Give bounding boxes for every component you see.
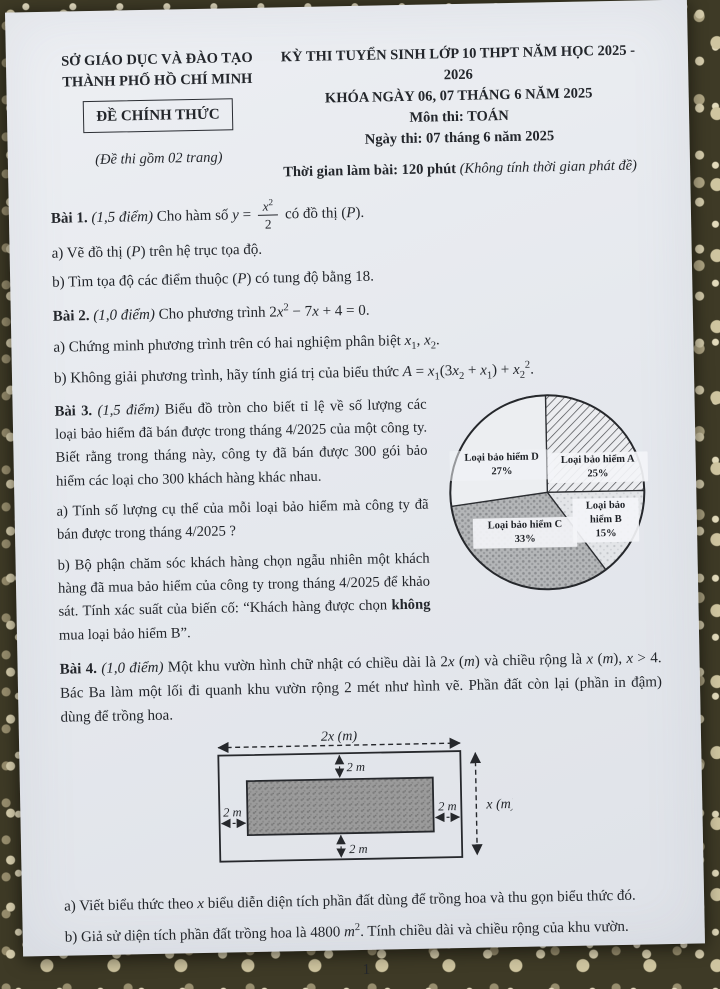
problem-4: [59, 646, 666, 950]
exam-subject: Môn thi: TOÁN: [267, 103, 651, 131]
department-line1: SỞ GIÁO DỤC VÀ ĐÀO TẠO: [48, 48, 266, 73]
problem-4-part-a: a) Viết biểu thức theo x biểu diễn diện tích phần đất dùng để trồng hoa và thu gọn biểu thức đó.: [64, 883, 666, 919]
width-dimension-label: x (m): [485, 797, 513, 813]
problem-1-part-b: b) Tìm tọa độ các điểm thuộc (P) có tung độ bằng 18.: [52, 259, 654, 295]
flower-bed-rect: [247, 778, 434, 836]
exam-duration: [268, 154, 652, 185]
header-department-block: [48, 48, 269, 189]
exam-paper-page: [5, 0, 705, 956]
pie-label-b: Loại bảo hiểm B 15%: [572, 497, 639, 543]
gap-left-label: 2 m: [223, 805, 242, 819]
duration-note: (Không tính thời gian phát đề): [459, 158, 637, 177]
problem-1: [51, 192, 655, 295]
duration-text: Thời gian làm bài: 120 phút: [283, 161, 460, 180]
pie-label-d: Loại bảo hiểm D 27%: [449, 449, 554, 481]
width-dimension-arrow: [475, 753, 477, 855]
department-line2: THÀNH PHỐ HỒ CHÍ MINH: [48, 69, 266, 94]
header-exam-block: [266, 40, 653, 185]
problem-3-part-a: a) Tính số lượng cụ thể của mỗi loại bảo hiểm mà công ty đã bán được trong tháng 4/2025 ?: [56, 489, 659, 547]
problem-3-intro: Bài 3. (1,5 điểm) Biểu đồ tròn cho biết tỉ lệ về số lượng các loại bảo hiểm đã bán được trong tháng 4/2025 của một công ty. Biết rằng trong tháng này, công ty đã bán được 300 gói bảo hiểm các loại cho 300 khách hàng khác nhau.: [54, 389, 658, 494]
exam-header: [48, 40, 653, 189]
problem-2-intro: Bài 2. (1,0 điểm) Cho phương trình $2x^2 - 7x + 4 = 0$.: [53, 293, 655, 329]
gap-bottom-label: 2 m: [349, 842, 368, 856]
exam-title-line1: KỲ THI TUYỂN SINH LỚP 10 THPT NĂM HỌC 2025 - 2026: [266, 40, 651, 89]
problem-3-part-b: b) Bộ phận chăm sóc khách hàng chọn ngẫu nhiên một khách hàng đã mua bảo hiểm của công ty trong tháng 4/2025 để khảo sát. Tính xác suất của biến cố: “Khách hàng được chọn không mua loại bảo hiểm B”.: [57, 543, 661, 648]
problem-4-intro: Bài 4. (1,0 điểm) Một khu vườn hình chữ nhật có chiều dài là 2x (m) và chiều rộng là x (m), x > 4. Bác Ba làm một lối đi quanh khu vườn rộng 2 mét như hình vẽ. Phần đất còn lại (phần in đậm) dùng để trồng hoa.: [59, 646, 662, 730]
problem-2: [53, 293, 657, 391]
garden-figure: [209, 725, 666, 888]
pages-note: (Đề thi gồm 02 trang): [50, 146, 268, 173]
problem-3: [54, 389, 661, 648]
problem-2-part-b: b) Không giải phương trình, hãy tính giá trị của biểu thức $A = x_1(3x_2 + x_1) + x_2^2$.: [54, 355, 656, 391]
pie-label-a: Loại bảo hiểm A 25%: [548, 451, 649, 483]
garden-figure-svg: [209, 728, 514, 880]
exam-title-line2: KHÓA NGÀY 06, 07 THÁNG 6 NĂM 2025: [267, 82, 651, 110]
gap-top-label: 2 m: [346, 760, 365, 774]
official-exam-badge: ĐỀ CHÍNH THỨC: [83, 98, 233, 133]
exam-date: Ngày thi: 07 tháng 6 năm 2025: [267, 124, 651, 152]
pie-label-c: Loại bảo hiểm C 33%: [473, 516, 578, 548]
problem-2-part-a: a) Chứng minh phương trình trên có hai nghiệm phân biệt $x_1$, $x_2$.: [53, 324, 655, 360]
page-number: 1: [65, 952, 667, 988]
problem-4-part-b: b) Giả sử diện tích phần đất trồng hoa là 4800 $m^2$. Tính chiều dài và chiều rộng của khu vườn.: [65, 914, 667, 950]
length-dimension-label: 2x (m): [321, 729, 358, 745]
problem-1-part-a: a) Vẽ đồ thị (P) trên hệ trục tọa độ.: [51, 230, 653, 266]
gap-right-label: 2 m: [438, 799, 457, 813]
insurance-pie-chart: [434, 389, 660, 605]
problem-1-intro: Bài 1. (1,5 điểm) Cho hàm số y = $\frac{x^2}{2}$ có đồ thị (P).: [51, 192, 654, 237]
